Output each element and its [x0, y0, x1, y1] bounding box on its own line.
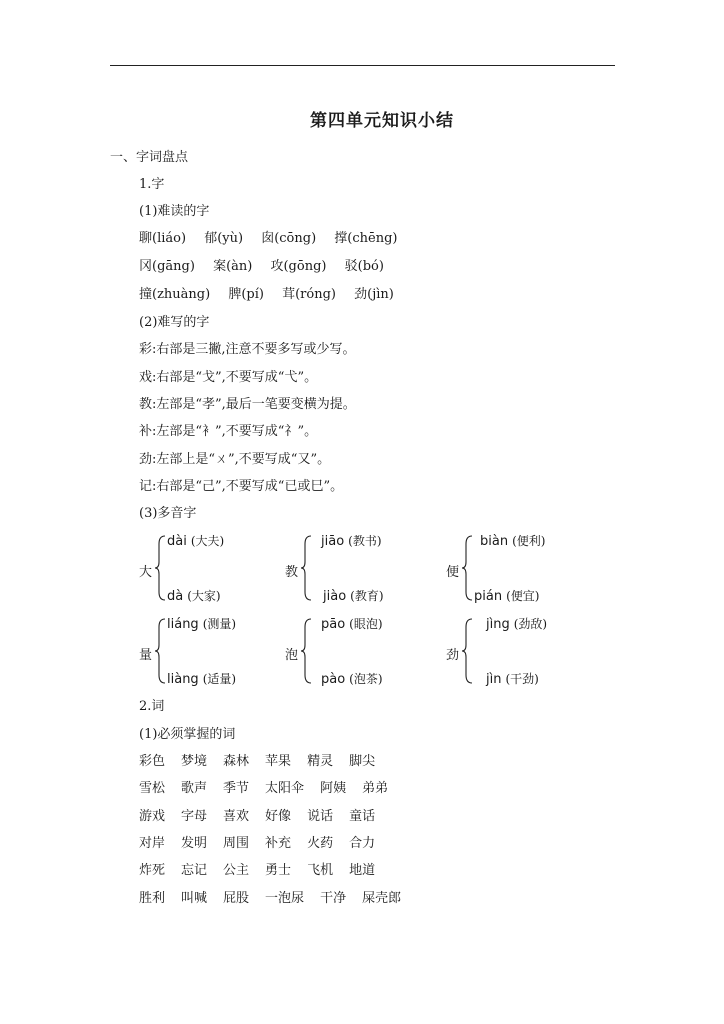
word-item: 地道	[349, 863, 376, 878]
word-item: 勇士	[265, 863, 292, 878]
word-item: 周围	[223, 836, 250, 851]
polyphone-reading-top: biàn (便利)	[480, 534, 546, 549]
word-item: 脚尖	[349, 754, 376, 769]
hard-write-item: 教:左部是“孝”,最后一笔要变横为提。	[139, 397, 356, 412]
word-item: 精灵	[307, 754, 334, 769]
hard-read-item: 驳(bó)	[344, 259, 384, 274]
hard-write-item: 彩:右部是三撇,注意不要多写或少写。	[139, 342, 356, 357]
word-item: 阿姨	[320, 781, 347, 796]
word-row	[139, 809, 375, 825]
word-item: 游戏	[139, 809, 166, 824]
must-words-heading: (1)必须掌握的词	[139, 727, 236, 742]
word-item: 合力	[349, 836, 376, 851]
word-item: 苹果	[265, 754, 292, 769]
polyphone-reading-bottom: pián (便宜)	[474, 589, 540, 604]
word-item: 补充	[265, 836, 292, 851]
polyphone-reading-bottom: jìn (干劲)	[486, 672, 539, 687]
brace-icon	[155, 534, 167, 602]
polyphone-reading-top: jìng (劲敌)	[486, 617, 548, 632]
brace-icon	[462, 617, 474, 685]
word-item: 屎壳郎	[362, 891, 402, 906]
subsection-words: 2.词	[139, 699, 165, 714]
polyphone-reading-bottom: pào (泡茶)	[321, 672, 383, 687]
word-row	[139, 754, 375, 770]
word-item: 叫喊	[181, 891, 208, 906]
hard-read-item: 撑(chēng)	[334, 231, 398, 246]
page-title: 第四单元知识小结	[310, 111, 454, 131]
hard-read-row	[139, 259, 384, 275]
hard-write-heading: (2)难写的字	[139, 315, 210, 330]
header-rule	[110, 65, 615, 66]
hard-read-item: 郁(yù)	[204, 231, 244, 246]
brace-icon	[301, 617, 313, 685]
word-item: 彩色	[139, 754, 166, 769]
word-item: 忘记	[181, 863, 208, 878]
word-item: 干净	[320, 891, 347, 906]
word-item: 季节	[223, 781, 250, 796]
word-item: 说话	[307, 809, 334, 824]
hard-write-item: 劲:左部上是“ㄨ”,不要写成“又”。	[139, 452, 331, 467]
hard-read-item: 攻(gōng)	[270, 259, 327, 274]
word-row	[139, 891, 401, 907]
word-item: 歌声	[181, 781, 208, 796]
word-item: 森林	[223, 754, 250, 769]
hard-read-heading: (1)难读的字	[139, 204, 210, 219]
hard-read-item: 劲(jìn)	[354, 287, 394, 302]
word-item: 好像	[265, 809, 292, 824]
polyphone-reading-top: jiāo (教书)	[321, 534, 382, 549]
hard-read-item: 案(àn)	[213, 259, 253, 274]
word-item: 对岸	[139, 836, 166, 851]
word-row	[139, 863, 375, 879]
subsection-chars: 1.字	[139, 177, 165, 192]
word-item: 太阳伞	[265, 781, 305, 796]
polyphone-reading-bottom: dà (大家)	[167, 589, 221, 604]
word-item: 童话	[349, 809, 376, 824]
word-item: 屁股	[223, 891, 250, 906]
word-item: 胜利	[139, 891, 166, 906]
polyphone-reading-top: pāo (眼泡)	[321, 617, 383, 632]
hard-read-item: 脾(pí)	[228, 287, 264, 302]
hard-write-item: 戏:右部是“戈”,不要写成“弋”。	[139, 370, 318, 385]
word-item: 弟弟	[362, 781, 389, 796]
hard-write-item: 补:左部是“衤”,不要写成“礻”。	[139, 424, 318, 439]
section-heading: 一、字词盘点	[110, 150, 189, 165]
polyphone-heading: (3)多音字	[139, 506, 197, 521]
word-row	[139, 836, 375, 852]
hard-read-item: 聊(liáo)	[139, 231, 187, 246]
word-item: 字母	[181, 809, 208, 824]
word-item: 一泡尿	[265, 891, 305, 906]
word-row	[139, 781, 388, 797]
hard-read-item: 茸(róng)	[282, 287, 336, 302]
hard-read-item: 撞(zhuàng)	[139, 287, 211, 302]
word-item: 飞机	[307, 863, 334, 878]
hard-read-row	[139, 287, 394, 303]
polyphone-char: 大	[139, 565, 153, 580]
hard-read-item: 囱(cōng)	[261, 231, 317, 246]
polyphone-char: 教	[285, 565, 299, 580]
word-item: 公主	[223, 863, 250, 878]
polyphone-char: 量	[139, 648, 153, 663]
polyphone-char: 泡	[285, 648, 299, 663]
polyphone-char: 劲	[446, 648, 460, 663]
hard-read-item: 冈(gāng)	[139, 259, 195, 274]
brace-icon	[462, 534, 474, 602]
word-item: 炸死	[139, 863, 166, 878]
word-item: 火药	[307, 836, 334, 851]
polyphone-reading-top: liáng (测量)	[167, 617, 237, 632]
word-item: 梦境	[181, 754, 208, 769]
word-item: 雪松	[139, 781, 166, 796]
word-item: 喜欢	[223, 809, 250, 824]
brace-icon	[155, 617, 167, 685]
polyphone-reading-bottom: liàng (适量)	[167, 672, 237, 687]
polyphone-reading-bottom: jiào (教育)	[323, 589, 384, 604]
polyphone-char: 便	[446, 565, 460, 580]
hard-write-item: 记:右部是“己”,不要写成“已或巳”。	[139, 479, 344, 494]
brace-icon	[301, 534, 313, 602]
hard-read-row	[139, 231, 397, 247]
polyphone-reading-top: dài (大夫)	[167, 534, 225, 549]
word-item: 发明	[181, 836, 208, 851]
